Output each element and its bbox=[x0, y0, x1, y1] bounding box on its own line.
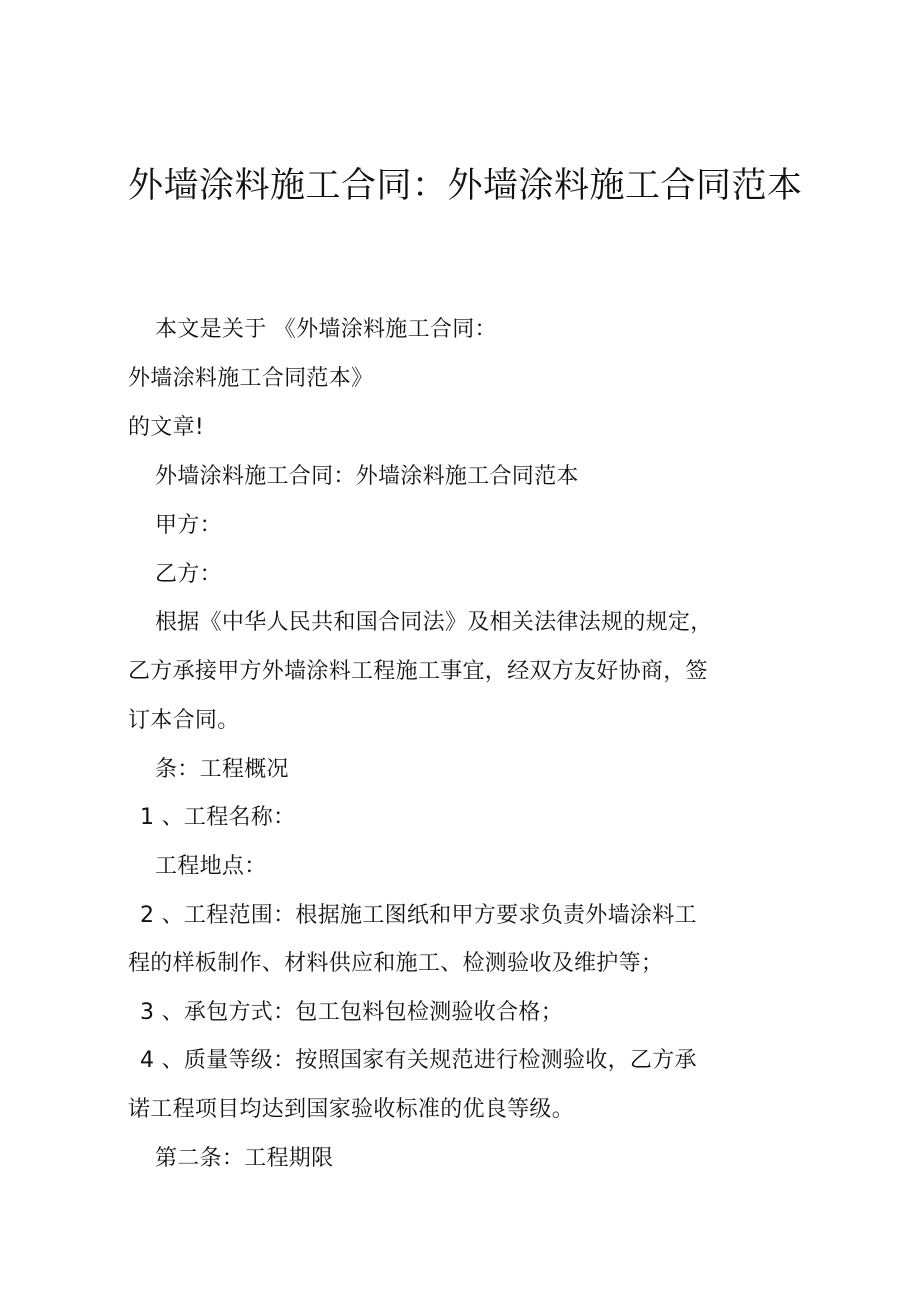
clause-1: 1 、工程名称： bbox=[140, 805, 296, 830]
clause-2-line-1: 2 、工程范围：根据施工图纸和甲方要求负责外墙涂料工 bbox=[140, 903, 697, 928]
preamble-line-1: 根据《中华人民共和国合同法》及相关法律法规的规定， bbox=[155, 610, 713, 635]
clause-3: 3 、承包方式：包工包料包检测验收合格； bbox=[140, 1000, 563, 1025]
preamble-line-2: 乙方承接甲方外墙涂料工程施工事宜，经双方友好协商，签 bbox=[128, 659, 708, 684]
article-1-heading: 条：工程概况 bbox=[155, 757, 289, 782]
intro-line-3: 的文章! bbox=[128, 415, 205, 440]
party-b: 乙方： bbox=[155, 562, 222, 587]
document-title: 外墙涂料施工合同：外墙涂料施工合同范本 bbox=[128, 166, 803, 206]
clause-location: 工程地点： bbox=[155, 854, 267, 879]
intro-line-1: 本文是关于 《外墙涂料施工合同： bbox=[155, 317, 497, 342]
clause-2-line-2: 程的样板制作、材料供应和施工、检测验收及维护等； bbox=[128, 951, 664, 976]
clause-4-line-1: 4 、质量等级：按照国家有关规范进行检测验收，乙方承 bbox=[140, 1048, 697, 1073]
preamble-line-3: 订本合同。 bbox=[128, 708, 240, 733]
intro-line-2: 外墙涂料施工合同范本》 bbox=[128, 366, 374, 391]
clause-4-line-2: 诺工程项目均达到国家验收标准的优良等级。 bbox=[128, 1097, 575, 1122]
article-2-heading: 第二条：工程期限 bbox=[155, 1146, 334, 1171]
party-a: 甲方： bbox=[155, 513, 222, 538]
contract-heading: 外墙涂料施工合同：外墙涂料施工合同范本 bbox=[155, 464, 579, 489]
